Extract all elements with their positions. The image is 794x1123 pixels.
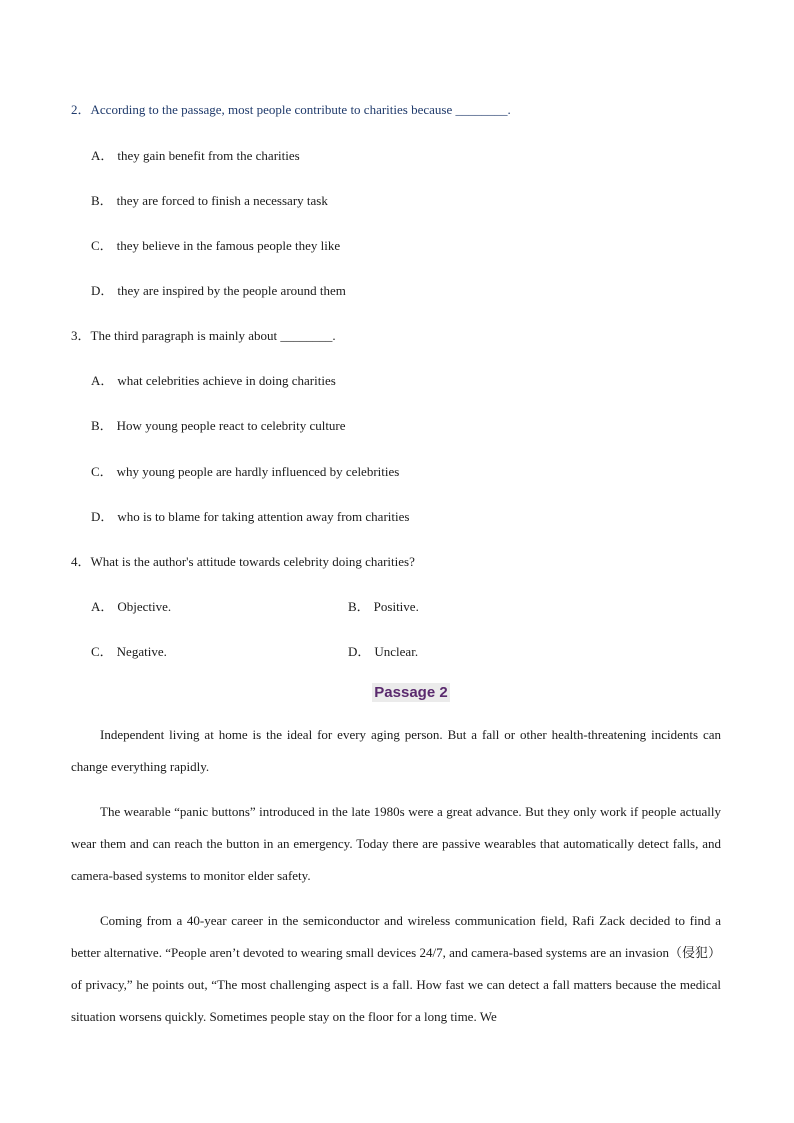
option-letter: B．: [91, 418, 113, 433]
option-letter: A．: [91, 373, 114, 388]
passage-title-text: Passage 2: [374, 684, 448, 701]
option-text: Unclear.: [374, 644, 419, 659]
option-text: Objective.: [117, 599, 172, 614]
option-text: Negative.: [116, 644, 167, 659]
question-text: What is the author's attitude towards celebrity doing charities?: [90, 554, 415, 569]
option-letter: D．: [348, 644, 371, 659]
question-number: 4．: [71, 554, 91, 569]
question-2-option-a: [91, 148, 300, 164]
option-text: they are forced to finish a necessary task: [116, 193, 328, 208]
question-2-option-c: [91, 238, 340, 254]
option-letter: A．: [91, 148, 114, 163]
option-text: they gain benefit from the charities: [117, 148, 300, 163]
question-4-option-d: [348, 644, 418, 660]
passage-paragraph-3: Coming from a 40-year career in the semiconductor and wireless communication field, Rafi Zack decided to find a better alternative. “People aren’t devoted to wearing small devices 24/7, and camera-based systems are an invasion（侵犯）of privacy,” he points out, “The most challenging aspect is a fall. How fast we can detect a fall matters because the medical situation worsens quickly. Sometimes people stay on the floor for a long time. We: [71, 913, 721, 1024]
option-text: who is to blame for taking attention away from charities: [117, 509, 410, 524]
question-4-stem: [71, 554, 415, 570]
option-text: what celebrities achieve in doing charities: [117, 373, 336, 388]
question-4-option-b: [348, 599, 419, 615]
option-text: they are inspired by the people around them: [117, 283, 346, 298]
option-letter: D．: [91, 283, 114, 298]
question-4-option-a: [91, 599, 171, 615]
question-text: According to the passage, most people contribute to charities because ________.: [90, 102, 511, 117]
question-number: 3．: [71, 328, 91, 343]
option-text: How young people react to celebrity culture: [116, 418, 346, 433]
option-letter: A．: [91, 599, 114, 614]
question-2-stem: [71, 102, 511, 118]
option-text: Positive.: [373, 599, 419, 614]
option-letter: C．: [91, 464, 113, 479]
option-letter: B．: [91, 193, 113, 208]
passage-paragraph-2: The wearable “panic buttons” introduced in the late 1980s were a great advance. But they only work if people actually wear them and can reach the button in an emergency. Today there are passive wearables that automatically detect falls, and camera-based systems to monitor elder safety.: [71, 804, 721, 883]
question-3-option-a: [91, 373, 336, 389]
option-letter: C．: [91, 644, 113, 659]
passage-paragraph-1: Independent living at home is the ideal for every aging person. But a fall or other health-threatening incidents can change everything rapidly.: [71, 727, 721, 774]
question-2-option-d: [91, 283, 346, 299]
question-2-option-b: [91, 193, 328, 209]
option-letter: D．: [91, 509, 114, 524]
question-4-option-c: [91, 644, 167, 660]
question-3-option-d: [91, 509, 409, 525]
question-3-stem: [71, 328, 336, 344]
question-3-option-b: [91, 418, 346, 434]
question-number: 2．: [71, 102, 91, 117]
option-letter: B．: [348, 599, 370, 614]
option-text: why young people are hardly influenced by celebrities: [116, 464, 400, 479]
option-text: they believe in the famous people they like: [116, 238, 341, 253]
option-letter: C．: [91, 238, 113, 253]
question-text: The third paragraph is mainly about ________.: [90, 328, 336, 343]
question-3-option-c: [91, 464, 399, 480]
passage-title: [0, 684, 794, 701]
